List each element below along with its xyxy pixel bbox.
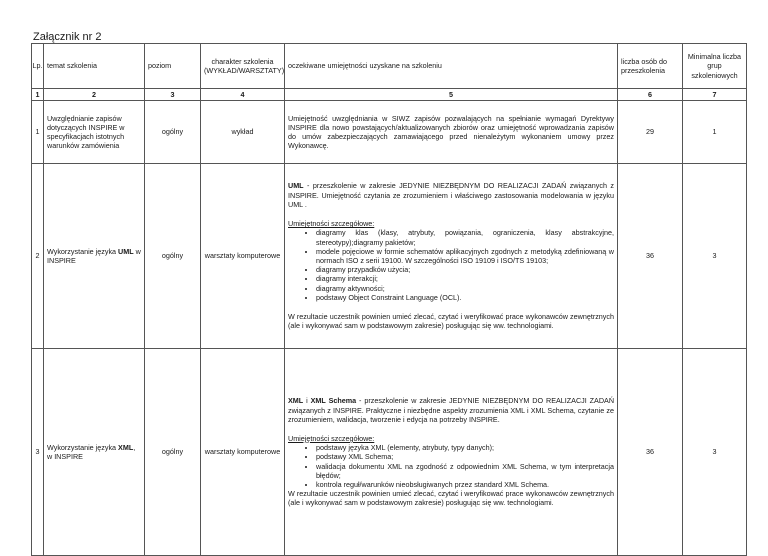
row-lp: 1 xyxy=(32,101,44,164)
row-charakter: warsztaty komputerowe xyxy=(201,349,285,556)
opis-intro xyxy=(288,396,614,424)
szczegolowe-label: Umiejętności szczegółowe: xyxy=(288,433,375,443)
header-liczba-osob: liczba osób do przeszkolenia xyxy=(618,44,683,89)
row-charakter: warsztaty komputerowe xyxy=(201,164,285,349)
row-liczba-osob: 36 xyxy=(618,349,683,556)
row-lp: 3 xyxy=(32,349,44,556)
attachment-title: Załącznik nr 2 xyxy=(33,31,102,43)
opis-rezultat: W rezultacie uczestnik powinien umieć zlecać, czytać i weryfikować prace wykonawców zewnętrznych (ale i wykonywać sam w podstawowym zakresie) posługując się ww. technologiami. xyxy=(288,489,614,508)
opis-rezultat: W rezultacie uczestnik powinien umieć zlecać, czytać i weryfikować prace wykonawców zewnętrznych (ale i wykonywać sam w podstawowym zakresie) posługując się ww. technologiami. xyxy=(288,312,614,331)
list-item: • diagramy przypadków użycia; xyxy=(316,265,614,274)
list-item: • walidacja dokumentu XML na zgodność z odpowiednim XML Schema, w tym interpretacja błędów; xyxy=(316,462,614,480)
temat-text: , w INSPIRE xyxy=(47,442,136,461)
opis-intro-text: - przeszkolenie w zakresie JEDYNIE NIEZBĘDNYM DO REALIZACJI ZADAŃ związanych z INSPIRE. Umiejętność czytania ze zrozumieniem i właściwego zastosowania modelowania w języku UML . xyxy=(288,181,614,209)
row-opis: Umiejętność uwzględniania w SIWZ zapisów pozwalających na spełnianie wymagań Dyrektywy INSPIRE dla nowo powstających/aktualizowanych zbiorów oraz umiejętność wprowadzania zapisów do umów zabezpieczających zamawiającego przed nienależytym wykonaniem umowy przez Wykonawcę. xyxy=(285,101,618,164)
temat-bold: UML xyxy=(118,246,134,256)
header-poziom: poziom xyxy=(145,44,201,89)
table-row xyxy=(32,101,747,164)
temat-text: w INSPIRE xyxy=(47,246,141,265)
szczegolowe-list xyxy=(288,228,614,302)
list-item: • diagramy klas (klasy, atrybuty, powiązania, ograniczenia, klasy abstrakcyjne, stereotypy);diagramy pakietów; xyxy=(316,228,614,246)
temat-text: Wykorzystanie języka xyxy=(47,246,119,256)
row-poziom: ogólny xyxy=(145,101,201,164)
list-item: • diagramy interakcji; xyxy=(316,274,614,283)
szczegolowe-label: Umiejętności szczegółowe: xyxy=(288,219,375,229)
row-temat xyxy=(44,164,145,349)
row-liczba-osob: 36 xyxy=(618,164,683,349)
column-number: 1 xyxy=(32,89,44,101)
header-temat: temat szkolenia xyxy=(44,44,145,89)
column-number: 6 xyxy=(618,89,683,101)
row-opis xyxy=(285,164,618,349)
list-item: • modele pojęciowe w formie schematów aplikacyjnych zgodnych z metodyką zdefiniowaną w normach ISO z serii 19100. W szczególności ISO 19109 i ISO/TS 19103; xyxy=(316,247,614,265)
row-liczba-grup: 3 xyxy=(683,349,747,556)
opis-intro-text: i xyxy=(303,396,311,406)
row-poziom: ogólny xyxy=(145,164,201,349)
table-row xyxy=(32,164,747,349)
column-number: 2 xyxy=(44,89,145,101)
row-poziom: ogólny xyxy=(145,349,201,556)
row-temat xyxy=(44,349,145,556)
column-number: 3 xyxy=(145,89,201,101)
temat-bold: XML xyxy=(118,442,134,452)
list-item: • kontrola reguł/warunków nieobsługiwanych przez standard XML Schema. xyxy=(316,480,614,489)
opis-intro-text: - przeszkolenie w zakresie JEDYNIE NIEZBĘDNYM DO REALIZACJI ZADAŃ związanych z INSPIRE. Praktyczne i niezbędne aspekty zrozumienia XML i XML Schema, czytanie ze zrozumieniem, walidacja, tworzenie i edycja na potrzeby INSPIRE. xyxy=(288,396,615,424)
list-item: • podstawy języka XML (elementy, atrybuty, typy danych); xyxy=(316,443,614,452)
header-row xyxy=(32,44,747,89)
row-charakter: wykład xyxy=(201,101,285,164)
row-liczba-osob: 29 xyxy=(618,101,683,164)
header-liczba-grup: Minimalna liczba grup szkoleniowych xyxy=(683,44,747,89)
table-row xyxy=(32,349,747,556)
column-number: 4 xyxy=(201,89,285,101)
list-item: • podstawy Object Constraint Language (OCL). xyxy=(316,293,614,302)
temat-text: Wykorzystanie języka xyxy=(47,442,119,452)
row-opis xyxy=(285,349,618,556)
szczegolowe-list xyxy=(288,443,614,489)
header-charakter: charakter szkolenia (WYKŁAD/WARSZTATY) xyxy=(201,44,285,89)
column-number: 5 xyxy=(285,89,618,101)
training-table xyxy=(31,43,747,556)
row-liczba-grup: 3 xyxy=(683,164,747,349)
header-lp: Lp. xyxy=(32,44,44,89)
column-number: 7 xyxy=(683,89,747,101)
row-temat: Uwzględnianie zapisów dotyczących INSPIRE w specyfikacjach istotnych warunków zamówienia xyxy=(44,101,145,164)
opis-intro-bold: XML Schema xyxy=(310,396,357,406)
column-number-row xyxy=(32,89,747,101)
opis-intro-bold: UML xyxy=(288,181,304,191)
list-item: • diagramy aktywności; xyxy=(316,284,614,293)
list-item: • podstawy XML Schema; xyxy=(316,452,614,461)
row-lp: 2 xyxy=(32,164,44,349)
opis-intro xyxy=(288,181,614,209)
row-liczba-grup: 1 xyxy=(683,101,747,164)
header-umiejetnosci: oczekiwane umiejętności uzyskane na szkoleniu xyxy=(285,44,618,89)
opis-intro-bold: XML xyxy=(288,396,304,406)
